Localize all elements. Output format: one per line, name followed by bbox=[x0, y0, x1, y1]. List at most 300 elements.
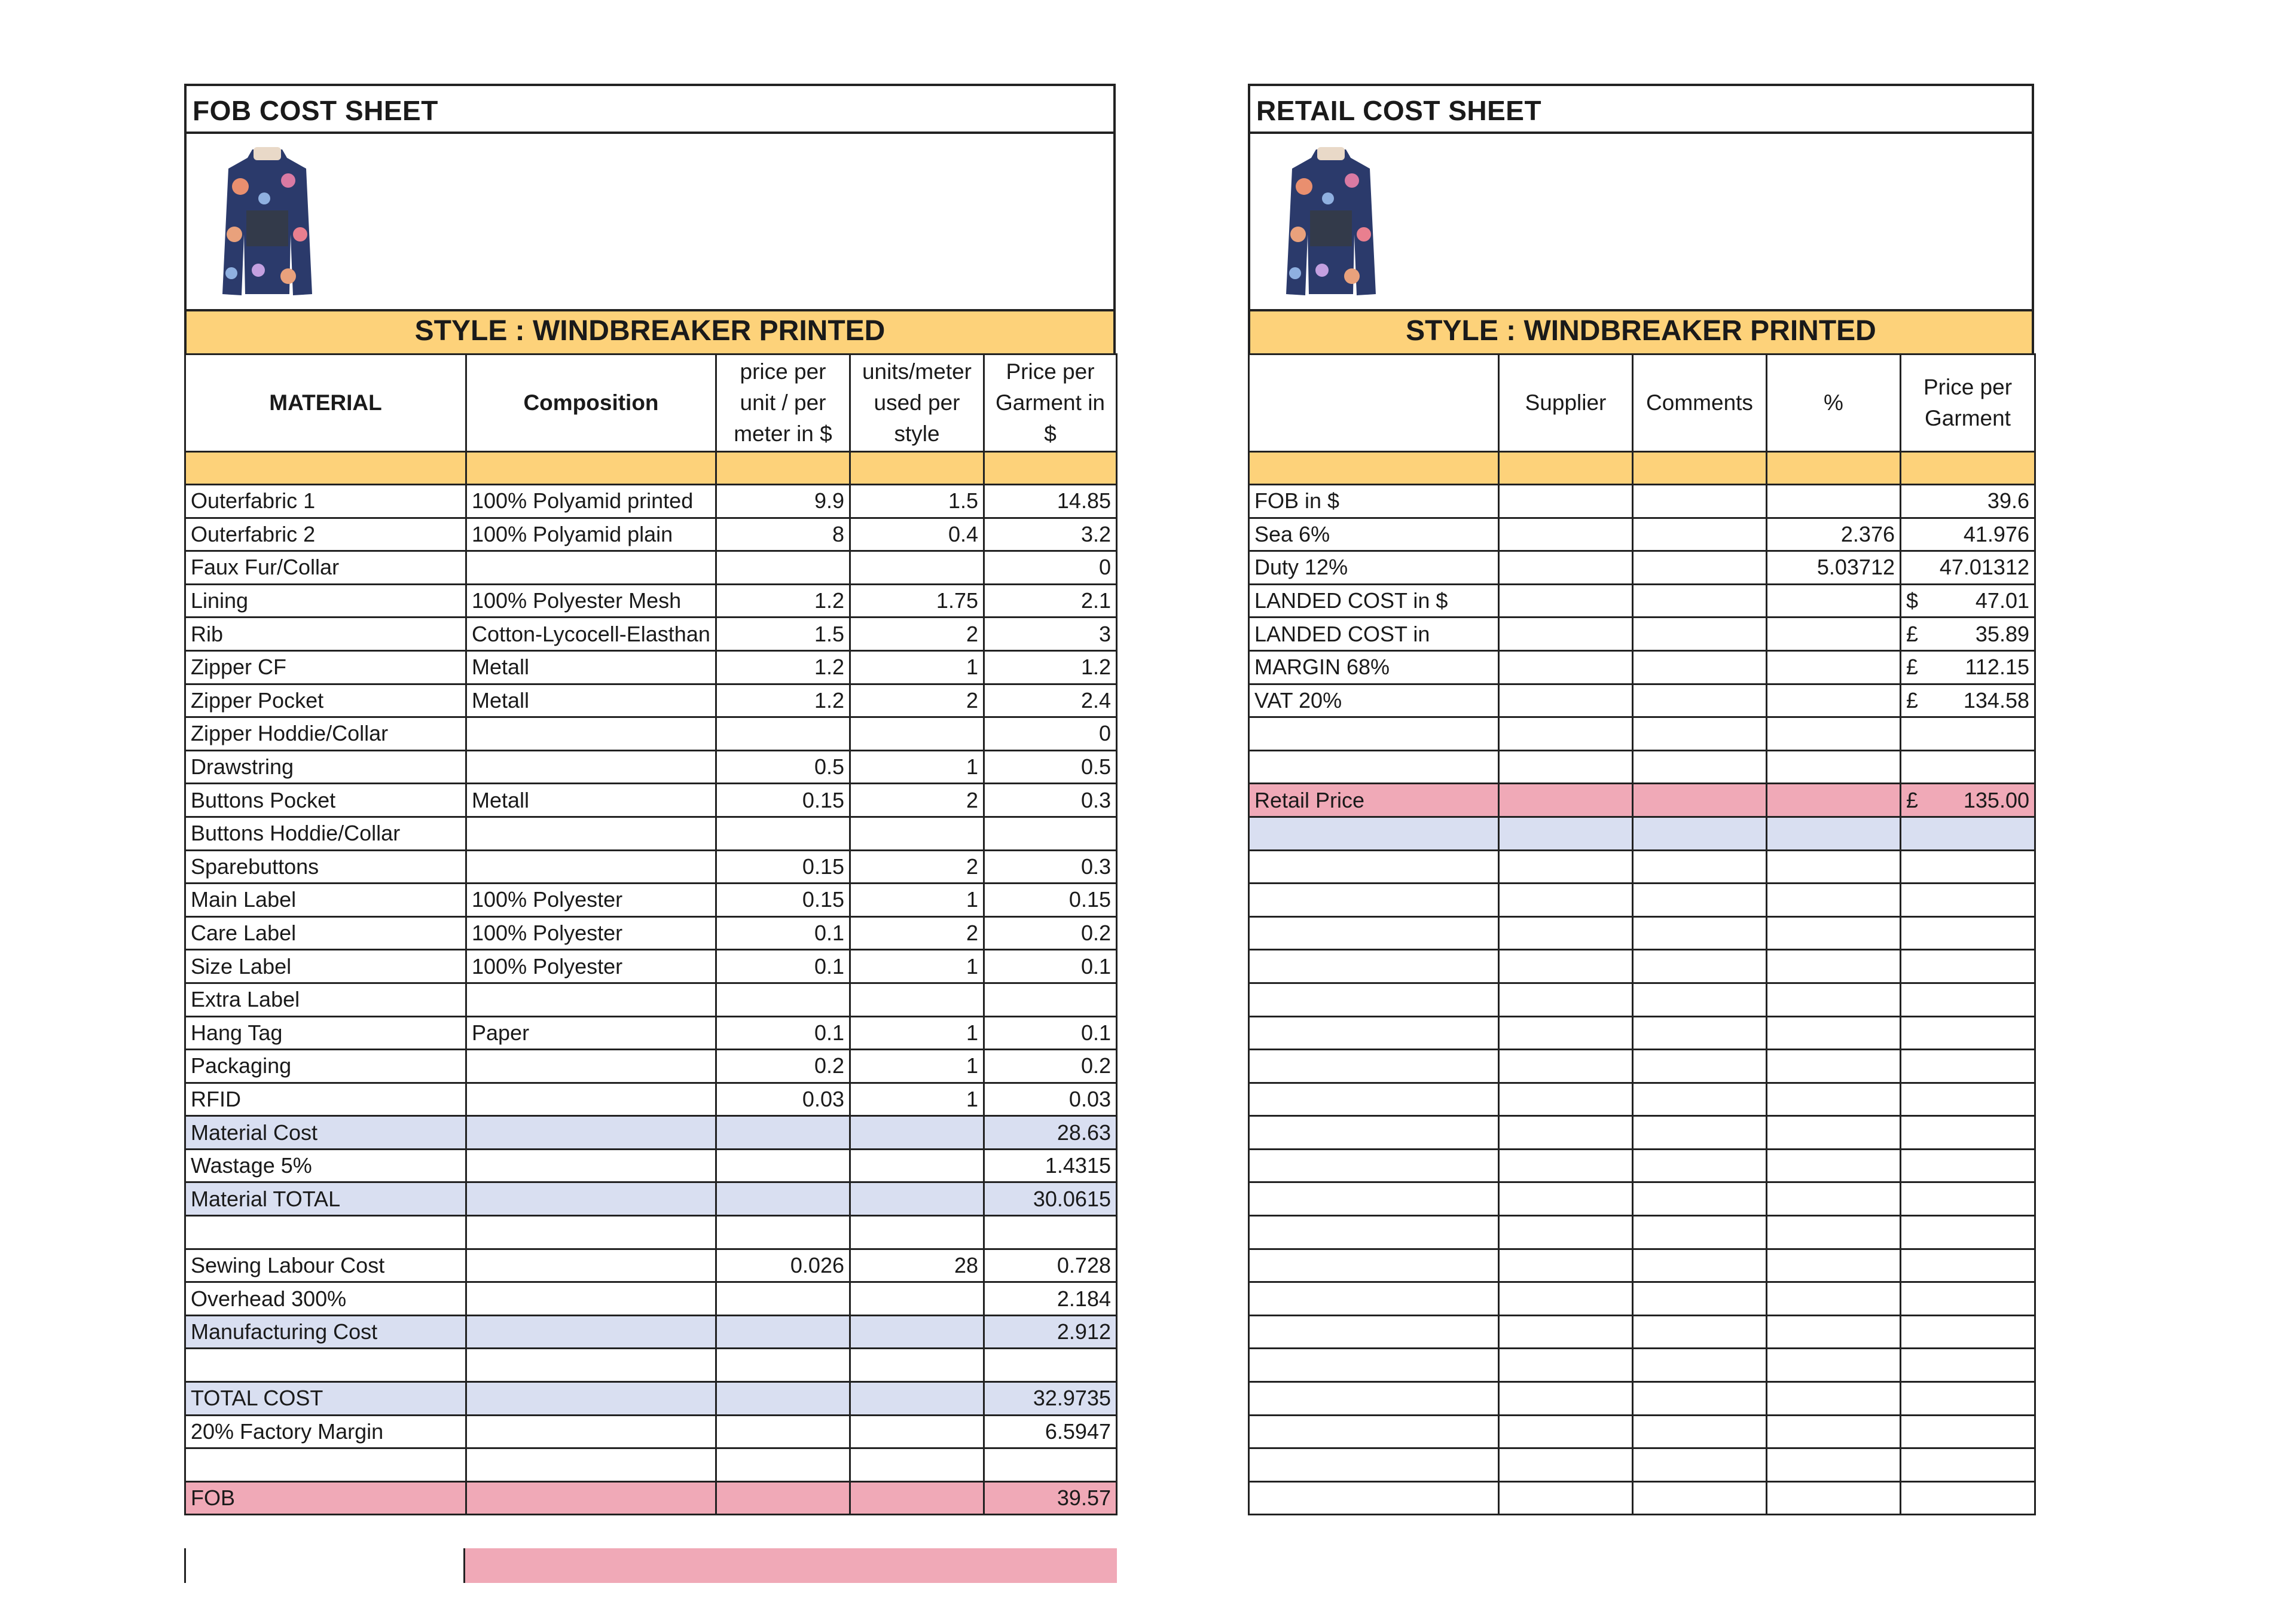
fob-cell: 32.9735 bbox=[984, 1382, 1117, 1416]
retail-cell bbox=[1767, 884, 1901, 917]
retail-table-row bbox=[1249, 518, 2035, 551]
retail-cell bbox=[1499, 518, 1633, 551]
retail-table-row bbox=[1249, 1349, 2035, 1382]
retail-cell bbox=[1767, 784, 1901, 817]
retail-cell bbox=[1249, 1016, 1499, 1050]
retail-price-cell bbox=[1901, 1249, 2035, 1282]
retail-cell bbox=[1499, 650, 1633, 684]
retail-cell bbox=[1633, 717, 1767, 751]
fob-cell bbox=[466, 551, 716, 585]
fob-cell bbox=[466, 1282, 716, 1316]
fob-table-row bbox=[185, 618, 1117, 651]
fob-cell bbox=[984, 1216, 1117, 1249]
retail-cell bbox=[1633, 1315, 1767, 1349]
fob-cell: 0.2 bbox=[984, 916, 1117, 950]
retail-cell bbox=[1633, 618, 1767, 651]
fob-table-row bbox=[185, 1382, 1117, 1416]
retail-table-row bbox=[1249, 950, 2035, 983]
retail-price-cell bbox=[1901, 916, 2035, 950]
retail-cell: LANDED COST in $ bbox=[1249, 584, 1499, 618]
retail-cell bbox=[1249, 916, 1499, 950]
fob-cell bbox=[850, 1282, 984, 1316]
jacket-illustration-icon bbox=[216, 145, 318, 300]
retail-cell bbox=[1249, 884, 1499, 917]
retail-cell: FOB in $ bbox=[1249, 485, 1499, 518]
retail-cell bbox=[1767, 1216, 1901, 1249]
fob-cell: 100% Polyamid plain bbox=[466, 518, 716, 551]
fob-table-row bbox=[185, 1481, 1117, 1515]
retail-table-row bbox=[1249, 1481, 2035, 1515]
retail-cell bbox=[1633, 950, 1767, 983]
fob-cell bbox=[850, 1415, 984, 1448]
fob-cell: FOB bbox=[185, 1481, 466, 1515]
retail-cell bbox=[1499, 1249, 1633, 1282]
retail-cell bbox=[1499, 1182, 1633, 1216]
fob-header-units: units/meter used per style bbox=[850, 354, 984, 452]
retail-header-blank bbox=[1249, 354, 1499, 452]
retail-cell bbox=[1249, 1149, 1499, 1182]
fob-cell: Hang Tag bbox=[185, 1016, 466, 1050]
retail-price-cell bbox=[1901, 717, 2035, 751]
retail-cell bbox=[1499, 1116, 1633, 1150]
fob-cell: Packaging bbox=[185, 1050, 466, 1083]
fob-header-row bbox=[185, 354, 1117, 452]
fob-cell: 1 bbox=[850, 950, 984, 983]
fob-cell bbox=[716, 717, 850, 751]
retail-table bbox=[1248, 353, 2036, 1515]
fob-cell: 1 bbox=[850, 1083, 984, 1116]
retail-cell bbox=[1767, 584, 1901, 618]
retail-cell bbox=[1249, 1083, 1499, 1116]
fob-table-row bbox=[185, 1415, 1117, 1448]
fob-table-row bbox=[185, 1083, 1117, 1116]
fob-cell bbox=[850, 1481, 984, 1515]
fob-table-row bbox=[185, 1249, 1117, 1282]
currency-symbol: £ bbox=[1906, 655, 1919, 680]
retail-cell bbox=[1633, 817, 1767, 850]
fob-cell: Rib bbox=[185, 618, 466, 651]
retail-cell bbox=[1633, 1415, 1767, 1448]
fob-cell: Extra Label bbox=[185, 983, 466, 1016]
fob-cell: 1.4315 bbox=[984, 1149, 1117, 1182]
retail-cell bbox=[1499, 1050, 1633, 1083]
retail-cell bbox=[1767, 1016, 1901, 1050]
retail-cell: VAT 20% bbox=[1249, 684, 1499, 717]
retail-price-cell bbox=[1901, 518, 2035, 551]
price-value: 41.976 bbox=[1963, 521, 2029, 546]
fob-cell: Metall bbox=[466, 784, 716, 817]
retail-cell bbox=[1499, 1216, 1633, 1249]
retail-price-cell bbox=[1901, 584, 2035, 618]
fob-cell: 2 bbox=[850, 850, 984, 884]
retail-table-row bbox=[1249, 1315, 2035, 1349]
retail-table-row bbox=[1249, 1415, 2035, 1448]
retail-cell bbox=[1499, 983, 1633, 1016]
retail-table-row bbox=[1249, 750, 2035, 784]
fob-cell bbox=[716, 551, 850, 585]
price-value: 112.15 bbox=[1965, 655, 2029, 680]
retail-cell bbox=[1767, 850, 1901, 884]
fob-cell bbox=[466, 850, 716, 884]
fob-cell: Outerfabric 2 bbox=[185, 518, 466, 551]
fob-cell: 100% Polyester bbox=[466, 916, 716, 950]
retail-cell bbox=[1767, 1349, 1901, 1382]
fob-cell: 0.15 bbox=[984, 884, 1117, 917]
fob-table-row bbox=[185, 684, 1117, 717]
fob-cell bbox=[466, 1149, 716, 1182]
retail-cell bbox=[1249, 983, 1499, 1016]
retail-table-row bbox=[1249, 1216, 2035, 1249]
fob-table-row bbox=[185, 1050, 1117, 1083]
retail-cell bbox=[1767, 1415, 1901, 1448]
fob-spacer-row bbox=[185, 452, 1117, 485]
retail-cell bbox=[1767, 1448, 1901, 1482]
retail-cell bbox=[1767, 684, 1901, 717]
fob-cell: Material TOTAL bbox=[185, 1182, 466, 1216]
fob-cell: Zipper Pocket bbox=[185, 684, 466, 717]
retail-header-price-garment: Price per Garment bbox=[1901, 354, 2035, 452]
retail-cell bbox=[1249, 1216, 1499, 1249]
retail-cell bbox=[1499, 1282, 1633, 1316]
fob-cell: 2 bbox=[850, 784, 984, 817]
retail-price-cell bbox=[1901, 1149, 2035, 1182]
retail-table-row bbox=[1249, 551, 2035, 585]
retail-cell bbox=[1499, 1315, 1633, 1349]
retail-cell bbox=[1499, 950, 1633, 983]
fob-cell bbox=[466, 1415, 716, 1448]
fob-cell bbox=[716, 1116, 850, 1150]
retail-cell bbox=[1249, 717, 1499, 751]
retail-cell bbox=[1499, 1448, 1633, 1482]
fob-cell: Outerfabric 1 bbox=[185, 485, 466, 518]
fob-table-row bbox=[185, 1315, 1117, 1349]
fob-style-bar: STYLE : WINDBREAKER PRINTED bbox=[184, 309, 1116, 353]
retail-cell bbox=[1633, 850, 1767, 884]
retail-cell bbox=[1249, 1116, 1499, 1150]
fob-cell: 1.2 bbox=[716, 650, 850, 684]
retail-cell bbox=[1633, 983, 1767, 1016]
retail-cell bbox=[1499, 850, 1633, 884]
fob-cell bbox=[716, 983, 850, 1016]
retail-cell bbox=[1633, 1448, 1767, 1482]
retail-cell bbox=[1767, 1481, 1901, 1515]
fob-cell: Faux Fur/Collar bbox=[185, 551, 466, 585]
retail-table-row bbox=[1249, 1116, 2035, 1150]
retail-cell bbox=[1633, 884, 1767, 917]
fob-table-row bbox=[185, 916, 1117, 950]
fob-cell: Buttons Hoddie/Collar bbox=[185, 817, 466, 850]
retail-cell bbox=[1499, 916, 1633, 950]
retail-cell: 5.03712 bbox=[1767, 551, 1901, 585]
retail-table-row bbox=[1249, 584, 2035, 618]
fob-cell: 0.2 bbox=[716, 1050, 850, 1083]
retail-header-comments: Comments bbox=[1633, 354, 1767, 452]
fob-cell: 1 bbox=[850, 1050, 984, 1083]
retail-cell bbox=[1499, 1149, 1633, 1182]
fob-cell: 1 bbox=[850, 1016, 984, 1050]
fob-table-row bbox=[185, 1448, 1117, 1482]
fob-cell: 1 bbox=[850, 650, 984, 684]
fob-cell bbox=[466, 1349, 716, 1382]
fob-cell: Buttons Pocket bbox=[185, 784, 466, 817]
retail-cell bbox=[1767, 717, 1901, 751]
retail-cell: Retail Price bbox=[1249, 784, 1499, 817]
fob-table-row bbox=[185, 1016, 1117, 1050]
price-value: 35.89 bbox=[1975, 621, 2029, 646]
retail-cell bbox=[1499, 884, 1633, 917]
retail-cell bbox=[1499, 684, 1633, 717]
retail-price-cell bbox=[1901, 950, 2035, 983]
fob-cell: 100% Polyester Mesh bbox=[466, 584, 716, 618]
fob-table-row bbox=[185, 650, 1117, 684]
retail-table-row bbox=[1249, 1016, 2035, 1050]
retail-price-cell bbox=[1901, 1315, 2035, 1349]
fob-table-row bbox=[185, 983, 1117, 1016]
retail-cost-sheet bbox=[1248, 84, 2034, 1515]
fob-cell: 30.0615 bbox=[984, 1182, 1117, 1216]
retail-cell bbox=[1249, 1182, 1499, 1216]
retail-table-row bbox=[1249, 784, 2035, 817]
retail-cell bbox=[1249, 750, 1499, 784]
retail-cell bbox=[1633, 1083, 1767, 1116]
fob-cell: 0.03 bbox=[716, 1083, 850, 1116]
fob-cell bbox=[466, 1083, 716, 1116]
fob-table-row bbox=[185, 1182, 1117, 1216]
fob-cell: 0.5 bbox=[716, 750, 850, 784]
retail-table-row bbox=[1249, 850, 2035, 884]
retail-cell bbox=[1633, 916, 1767, 950]
retail-cell bbox=[1767, 1050, 1901, 1083]
retail-table-row bbox=[1249, 1182, 2035, 1216]
fob-cell bbox=[466, 1216, 716, 1249]
retail-cell: LANDED COST in bbox=[1249, 618, 1499, 651]
retail-cell bbox=[1633, 650, 1767, 684]
retail-cell bbox=[1249, 1415, 1499, 1448]
fob-cell: 0.1 bbox=[716, 950, 850, 983]
retail-table-row bbox=[1249, 1448, 2035, 1482]
retail-cell bbox=[1249, 850, 1499, 884]
retail-price-cell bbox=[1901, 684, 2035, 717]
fob-cell: 0.728 bbox=[984, 1249, 1117, 1282]
retail-price-cell bbox=[1901, 1182, 2035, 1216]
fob-cell: 1 bbox=[850, 750, 984, 784]
fob-cell: Overhead 300% bbox=[185, 1282, 466, 1316]
price-value: 135.00 bbox=[1963, 787, 2029, 812]
fob-cell: 0 bbox=[984, 717, 1117, 751]
fob-cell: 1.2 bbox=[716, 684, 850, 717]
fob-cell: Cotton-Lycocell-Elasthan bbox=[466, 618, 716, 651]
fob-table-row bbox=[185, 1116, 1117, 1150]
retail-cell bbox=[1767, 618, 1901, 651]
retail-cell bbox=[1499, 717, 1633, 751]
fob-cell: 2 bbox=[850, 916, 984, 950]
retail-price-cell bbox=[1901, 884, 2035, 917]
price-value: 134.58 bbox=[1963, 687, 2029, 713]
retail-cell bbox=[1767, 1282, 1901, 1316]
retail-cell bbox=[1499, 584, 1633, 618]
fob-cell bbox=[466, 1182, 716, 1216]
fob-cell: 2.4 bbox=[984, 684, 1117, 717]
jacket-illustration-icon bbox=[1280, 145, 1382, 300]
fob-cell: 8 bbox=[716, 518, 850, 551]
retail-table-row bbox=[1249, 1083, 2035, 1116]
fob-cell: Zipper Hoddie/Collar bbox=[185, 717, 466, 751]
currency-symbol: £ bbox=[1906, 787, 1919, 812]
fob-cell: 0.026 bbox=[716, 1249, 850, 1282]
fob-cell: 3.2 bbox=[984, 518, 1117, 551]
retail-header-percent: % bbox=[1767, 354, 1901, 452]
retail-table-row bbox=[1249, 684, 2035, 717]
fob-cell bbox=[466, 1382, 716, 1416]
fob-cell: 0.4 bbox=[850, 518, 984, 551]
fob-image-box bbox=[184, 132, 1116, 309]
retail-cell bbox=[1633, 1116, 1767, 1150]
fob-cell: 0.2 bbox=[984, 1050, 1117, 1083]
fob-cell: 100% Polyamid printed bbox=[466, 485, 716, 518]
retail-cell bbox=[1633, 485, 1767, 518]
retail-table-row bbox=[1249, 485, 2035, 518]
retail-cell bbox=[1249, 817, 1499, 850]
retail-cell bbox=[1499, 551, 1633, 585]
fob-cell: 0.1 bbox=[716, 916, 850, 950]
fob-cell: 0 bbox=[984, 551, 1117, 585]
retail-table-row bbox=[1249, 884, 2035, 917]
fob-cell: 0.1 bbox=[984, 950, 1117, 983]
retail-table-row bbox=[1249, 916, 2035, 950]
retail-cell bbox=[1633, 584, 1767, 618]
retail-cell bbox=[1767, 1249, 1901, 1282]
fob-cell: Main Label bbox=[185, 884, 466, 917]
retail-cell bbox=[1499, 817, 1633, 850]
retail-price-cell bbox=[1901, 1448, 2035, 1482]
retail-cell bbox=[1633, 1182, 1767, 1216]
fob-table-row bbox=[185, 518, 1117, 551]
fob-header-price-garment: Price per Garment in $ bbox=[984, 354, 1117, 452]
fob-cell: 28.63 bbox=[984, 1116, 1117, 1150]
fob-cell: Size Label bbox=[185, 950, 466, 983]
fob-cell: 0.5 bbox=[984, 750, 1117, 784]
retail-table-row bbox=[1249, 1050, 2035, 1083]
retail-price-cell bbox=[1901, 1050, 2035, 1083]
fob-cell bbox=[984, 817, 1117, 850]
fob-cell: Paper bbox=[466, 1016, 716, 1050]
retail-cell bbox=[1767, 1149, 1901, 1182]
retail-cell bbox=[1499, 1016, 1633, 1050]
retail-table-row bbox=[1249, 618, 2035, 651]
retail-cell bbox=[1633, 1282, 1767, 1316]
retail-price-cell bbox=[1901, 485, 2035, 518]
retail-cell bbox=[1249, 1050, 1499, 1083]
retail-cell bbox=[1767, 1083, 1901, 1116]
fob-cell bbox=[850, 717, 984, 751]
retail-price-cell bbox=[1901, 1083, 2035, 1116]
fob-cell bbox=[850, 1448, 984, 1482]
retail-cell bbox=[1499, 618, 1633, 651]
fob-cell: 2 bbox=[850, 618, 984, 651]
fob-cell: 0.1 bbox=[716, 1016, 850, 1050]
retail-cell bbox=[1633, 1382, 1767, 1416]
fob-cell bbox=[466, 1448, 716, 1482]
fob-cell: 0.15 bbox=[716, 884, 850, 917]
fob-cell bbox=[850, 1216, 984, 1249]
fob-cell bbox=[850, 1349, 984, 1382]
fob-cell: 0.3 bbox=[984, 850, 1117, 884]
fob-cell bbox=[850, 1182, 984, 1216]
bottom-left-marker bbox=[184, 1548, 186, 1583]
fob-cell: Lining bbox=[185, 584, 466, 618]
retail-cell bbox=[1499, 1083, 1633, 1116]
retail-cell bbox=[1499, 1382, 1633, 1416]
fob-table-row bbox=[185, 551, 1117, 585]
fob-cell: Metall bbox=[466, 650, 716, 684]
fob-table-row bbox=[185, 817, 1117, 850]
retail-price-cell bbox=[1901, 551, 2035, 585]
retail-price-cell bbox=[1901, 1415, 2035, 1448]
retail-table-row bbox=[1249, 817, 2035, 850]
fob-cell: Zipper CF bbox=[185, 650, 466, 684]
price-value: 39.6 bbox=[1987, 488, 2029, 514]
fob-cell: 1.75 bbox=[850, 584, 984, 618]
fob-table-row bbox=[185, 784, 1117, 817]
retail-table-row bbox=[1249, 650, 2035, 684]
fob-cell: 28 bbox=[850, 1249, 984, 1282]
retail-cell bbox=[1249, 1349, 1499, 1382]
retail-cell bbox=[1249, 1282, 1499, 1316]
fob-cell bbox=[850, 1149, 984, 1182]
retail-cell bbox=[1249, 1448, 1499, 1482]
retail-header-supplier: Supplier bbox=[1499, 354, 1633, 452]
retail-cell bbox=[1633, 1481, 1767, 1515]
fob-table-row bbox=[185, 717, 1117, 751]
retail-price-cell bbox=[1901, 650, 2035, 684]
retail-price-cell bbox=[1901, 750, 2035, 784]
retail-cell bbox=[1767, 1182, 1901, 1216]
retail-cell bbox=[1633, 684, 1767, 717]
fob-cell bbox=[850, 1315, 984, 1349]
fob-cell: RFID bbox=[185, 1083, 466, 1116]
retail-cell bbox=[1633, 551, 1767, 585]
retail-price-cell bbox=[1901, 983, 2035, 1016]
fob-cell: Sparebuttons bbox=[185, 850, 466, 884]
retail-cell bbox=[1633, 1149, 1767, 1182]
retail-table-row bbox=[1249, 1282, 2035, 1316]
retail-cell bbox=[1767, 650, 1901, 684]
fob-cell bbox=[466, 1116, 716, 1150]
fob-cell bbox=[466, 1315, 716, 1349]
currency-symbol: $ bbox=[1906, 588, 1919, 613]
retail-cell bbox=[1633, 518, 1767, 551]
fob-table-row bbox=[185, 1149, 1117, 1182]
fob-cost-sheet bbox=[184, 84, 1116, 1515]
fob-cell bbox=[716, 1216, 850, 1249]
retail-cell bbox=[1633, 1249, 1767, 1282]
retail-spacer-row bbox=[1249, 452, 2035, 485]
fob-cell bbox=[850, 983, 984, 1016]
fob-cell bbox=[716, 1182, 850, 1216]
retail-cell bbox=[1767, 1116, 1901, 1150]
fob-cell: Drawstring bbox=[185, 750, 466, 784]
fob-cell: Metall bbox=[466, 684, 716, 717]
fob-cell: 0.03 bbox=[984, 1083, 1117, 1116]
fob-cell: 2.1 bbox=[984, 584, 1117, 618]
fob-cell: 6.5947 bbox=[984, 1415, 1117, 1448]
retail-table-row bbox=[1249, 983, 2035, 1016]
fob-header-composition: Composition bbox=[466, 354, 716, 452]
retail-price-cell bbox=[1901, 1282, 2035, 1316]
retail-cell bbox=[1767, 817, 1901, 850]
currency-symbol: £ bbox=[1906, 621, 1919, 646]
retail-price-cell bbox=[1901, 1481, 2035, 1515]
